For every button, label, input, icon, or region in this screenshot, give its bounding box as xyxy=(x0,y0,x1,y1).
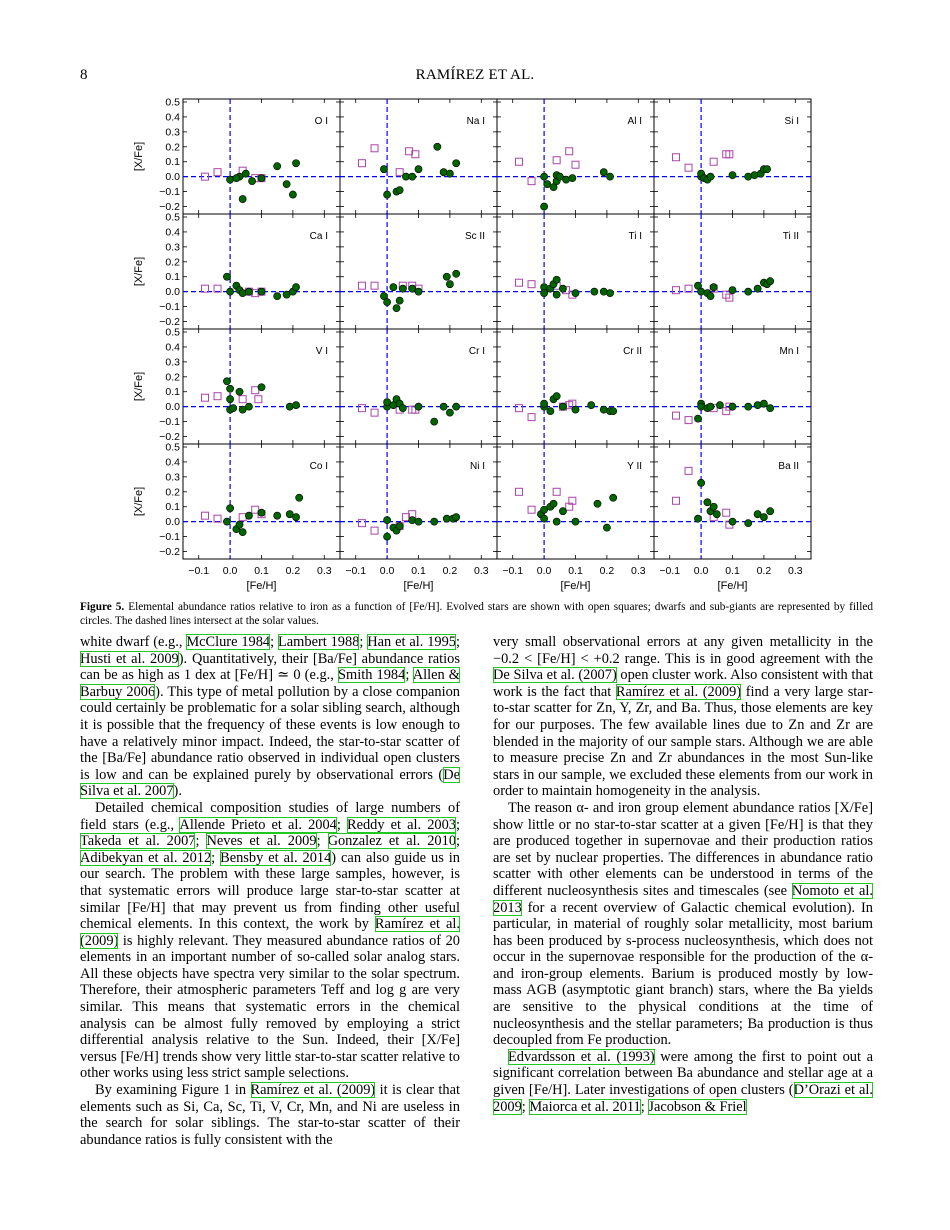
evolved-star-point xyxy=(201,512,208,519)
dwarf-star-point xyxy=(767,405,774,412)
dwarf-star-point xyxy=(729,403,736,410)
evolved-star-point xyxy=(528,506,535,513)
citation-link[interactable]: Smith 1984 xyxy=(338,667,406,684)
y-tick-label: 0.5 xyxy=(165,441,180,454)
y-tick-label: −0.2 xyxy=(159,201,180,214)
y-tick-label: 0.3 xyxy=(165,126,180,139)
dwarf-star-point xyxy=(384,533,391,540)
y-axis-label: [X/Fe] xyxy=(133,486,145,517)
dwarf-star-point xyxy=(384,191,391,198)
dwarf-star-point xyxy=(710,503,717,510)
evolved-star-point xyxy=(566,148,573,155)
dwarf-star-point xyxy=(415,166,422,173)
dwarf-star-point xyxy=(274,512,281,519)
dwarf-star-point xyxy=(431,518,438,525)
dwarf-star-point xyxy=(283,181,290,188)
dwarf-star-point xyxy=(242,170,249,177)
citation-link[interactable]: Allen & Barbuy 2006 xyxy=(80,667,460,700)
dwarf-star-point xyxy=(760,514,767,521)
evolved-star-point xyxy=(515,279,522,286)
y-tick-label: 0.1 xyxy=(165,271,180,284)
dwarf-star-point xyxy=(541,290,548,297)
evolved-star-point xyxy=(553,488,560,495)
y-tick-label: 0.5 xyxy=(165,326,180,339)
y-tick-label: 0.3 xyxy=(165,471,180,484)
y-tick-label: −0.1 xyxy=(159,186,180,199)
x-axis-label: [Fe/H] xyxy=(246,580,277,592)
dwarf-star-point xyxy=(236,388,243,395)
caption-text: Elemental abundance ratios relative to iron as a function of [Fe/H]. Evolved stars are shown with open squares; dwarfs and sub-giants are represented by filled circles. The dashed lines intersect at the solar values. xyxy=(80,601,873,627)
citation-link[interactable]: Reddy et al. 2003 xyxy=(346,816,456,833)
paragraph: very small observational errors at any given metallicity in the −0.2 < [Fe/H] < +0.2 range. This is in good agreement with the De Silva et al. (2007) open cluster work. Also consistent with that work is the fact that Ramírez et al. (2009) find a very large star-to-star scatter for Zn, Y, Zr, and Ba. Thus, those elements are key for our purposes. The few available lines due to Zn and Zr are blended in the majority of our sample stars. Although we are able to measure precise Zn and Zr abundances in the most Sun-like stars in our sample, we excluded these elements from our work in order to maintain homogeneity in the analysis. xyxy=(493,634,873,800)
dwarf-star-point xyxy=(453,403,460,410)
paragraph: white dwarf (e.g., McClure 1984; Lambert 1988; Han et al. 1995; Husti et al. 2009). Quantitatively, their [Ba/Fe] abundance ratios can be as high as 1 dex at [Fe/H] ≃ 0 (e.g., Smith 1984; Allen & Barbuy 2006). This type of metal pollution by a close companion could certainly be problematic for a solar sibling search, although it is possible that the frequency of these events is low enough to have a relatively minor impact. Indeed, the star-to-star scatter of the [Ba/Fe] abundance ratio observed in individual open clusters is low and can be explained purely by observational errors (De Silva et al. 2007). xyxy=(80,634,461,800)
dwarf-star-point xyxy=(446,170,453,177)
citation-link[interactable]: Gonzalez et al. 2010 xyxy=(327,833,457,850)
x-tick-label: 0.2 xyxy=(442,565,458,577)
y-tick-label: 0.4 xyxy=(165,226,180,239)
evolved-star-point xyxy=(396,169,403,176)
dwarf-star-point xyxy=(541,515,548,522)
dwarf-star-point xyxy=(707,293,714,300)
evolved-star-point xyxy=(723,509,730,516)
dwarf-star-point xyxy=(258,288,265,295)
dwarf-star-point xyxy=(745,288,752,295)
paragraph: Detailed chemical composition studies of large numbers of field stars (e.g., Allende Prieto et al. 2004; Reddy et al. 2003; Takeda et al. 2007; Neves et al. 2009; Gonzalez et al. 2010; Adibekyan et al. 2012; Bensby et al. 2014) can also guide us in our search. The problem with these large samples, however, is that systematic errors will produce large star-to-star scatter at similar [Fe/H] that may prevent us from finding other useful chemical elements. In this context, the work by Ramírez et al. (2009) is highly relevant. They measured abundance ratios of 20 elements in an important number of so-called solar analog stars. All these objects have spectra very similar to the solar spectrum. Therefore, their atmospheric parameters Teff and log g are very similar. This means that systematic errors in the chemical analysis can be almost fully removed by employing a strict differential analysis relative to the Sun. Indeed, their [X/Fe] versus [Fe/H] trends show very little star-to-star scatter relative to other works using less strict sample selections. xyxy=(80,799,461,1082)
evolved-star-point xyxy=(371,409,378,416)
dwarf-star-point xyxy=(227,396,234,403)
dwarf-star-point xyxy=(292,284,299,291)
dwarf-star-point xyxy=(396,187,403,194)
evolved-star-point xyxy=(371,282,378,289)
x-tick-label: 0.1 xyxy=(411,565,426,577)
dwarf-star-point xyxy=(572,290,579,297)
page-number: 8 xyxy=(80,67,88,83)
evolved-star-point xyxy=(672,287,679,294)
dwarf-star-point xyxy=(591,288,598,295)
dwarf-star-point xyxy=(440,403,447,410)
citation-link[interactable]: Han et al. 1995 xyxy=(367,634,457,650)
dwarf-star-point xyxy=(453,160,460,167)
dwarf-star-point xyxy=(431,418,438,425)
dwarf-star-point xyxy=(248,178,255,185)
y-tick-label: 0.4 xyxy=(165,341,180,354)
y-tick-label: −0.1 xyxy=(159,301,180,314)
dwarf-star-point xyxy=(396,297,403,304)
dwarf-star-point xyxy=(223,273,230,280)
dwarf-star-point xyxy=(396,523,403,530)
dwarf-star-point xyxy=(594,500,601,507)
dwarf-star-point xyxy=(767,508,774,515)
dwarf-star-point xyxy=(274,163,281,170)
dwarf-star-point xyxy=(716,402,723,409)
dwarf-star-point xyxy=(384,517,391,524)
evolved-star-point xyxy=(685,417,692,424)
citation-link[interactable]: Maiorca et al. 2011 xyxy=(529,1098,641,1115)
dwarf-star-point xyxy=(588,402,595,409)
y-tick-label: 0.0 xyxy=(165,171,180,184)
dwarf-star-point xyxy=(415,403,422,410)
panel-element-label: O I xyxy=(314,116,328,127)
dwarf-star-point xyxy=(274,293,281,300)
citation-link[interactable]: Ramírez et al. (2009) xyxy=(80,916,461,949)
x-tick-label: 0.0 xyxy=(379,565,395,577)
panel-element-label: Ti II xyxy=(782,231,799,242)
dwarf-star-point xyxy=(384,299,391,306)
dwarf-star-point xyxy=(292,514,299,521)
dwarf-star-point xyxy=(223,518,230,525)
dwarf-star-point xyxy=(745,520,752,527)
y-tick-label: −0.1 xyxy=(159,416,180,429)
paragraph: Edvardsson et al. (1993) were among the first to point out a significant correlation between Ba abundance and stellar age at a given [Fe/H]. Later investigations of open clusters (D’Orazi et al. 2009; Maiorca et al. 2011; Jacobson & Friel xyxy=(493,1048,873,1115)
dwarf-star-point xyxy=(245,512,252,519)
dwarf-star-point xyxy=(233,175,240,182)
abundance-grid-chart xyxy=(128,95,822,605)
dwarf-star-point xyxy=(258,384,265,391)
evolved-star-point xyxy=(358,282,365,289)
paragraph: By examining Figure 1 in Ramírez et al. (2009) it is clear that elements such as Si, Ca, Sc, Ti, V, Cr, Mn, and Ni are useless in the search for solar siblings. The star-to-star scatter of their abundance ratios is fully consistent with the xyxy=(80,1082,460,1148)
x-tick-label: 0.3 xyxy=(630,565,646,577)
evolved-star-point xyxy=(685,164,692,171)
x-tick-label: −0.1 xyxy=(188,565,210,577)
dwarf-star-point xyxy=(610,494,617,501)
panel-element-label: Sc II xyxy=(464,231,485,242)
left-column xyxy=(80,634,460,1148)
evolved-star-point xyxy=(672,412,679,419)
dwarf-star-point xyxy=(443,273,450,280)
dwarf-star-point xyxy=(745,403,752,410)
dwarf-star-point xyxy=(289,191,296,198)
dwarf-star-point xyxy=(704,499,711,506)
panel-element-label: Mn I xyxy=(779,346,799,357)
x-tick-label: 0.1 xyxy=(568,565,583,577)
evolved-star-point xyxy=(672,497,679,504)
panel-element-label: Cr II xyxy=(623,346,642,357)
panel-element-label: Ba II xyxy=(778,461,799,472)
dwarf-star-point xyxy=(559,508,566,515)
dwarf-star-point xyxy=(707,403,714,410)
panel-element-label: Si I xyxy=(784,116,799,127)
evolved-star-point xyxy=(239,396,246,403)
dwarf-star-point xyxy=(227,385,234,392)
x-tick-label: 0.2 xyxy=(756,565,772,577)
dwarf-star-point xyxy=(258,509,265,516)
citation-link[interactable]: Jacobson & Friel xyxy=(648,1098,747,1115)
dwarf-star-point xyxy=(453,514,460,521)
dwarf-star-point xyxy=(713,511,720,518)
dwarf-star-point xyxy=(227,505,234,512)
x-tick-label: 0.0 xyxy=(536,565,552,577)
x-tick-label: 0.0 xyxy=(222,565,238,577)
y-tick-label: −0.2 xyxy=(159,546,180,559)
evolved-star-point xyxy=(528,414,535,421)
evolved-star-point xyxy=(685,467,692,474)
dwarf-star-point xyxy=(399,285,406,292)
evolved-star-point xyxy=(255,396,262,403)
citation-link[interactable]: Ramírez et al. (2009) xyxy=(250,1082,376,1099)
evolved-star-point xyxy=(358,520,365,527)
evolved-star-point xyxy=(710,158,717,165)
citation-link[interactable]: De Silva et al. (2007) xyxy=(493,667,617,684)
evolved-star-point xyxy=(515,405,522,412)
dwarf-star-point xyxy=(547,408,554,415)
dwarf-star-point xyxy=(541,173,548,180)
dwarf-star-point xyxy=(236,521,243,528)
panel-element-label: Ti I xyxy=(628,231,642,242)
panel-element-label: Ni I xyxy=(470,461,485,472)
y-tick-label: 0.2 xyxy=(165,141,180,154)
evolved-star-point xyxy=(371,145,378,152)
dwarf-star-point xyxy=(603,524,610,531)
dwarf-star-point xyxy=(569,175,576,182)
x-tick-label: 0.3 xyxy=(316,565,332,577)
x-tick-label: 0.1 xyxy=(725,565,740,577)
evolved-star-point xyxy=(358,160,365,167)
y-tick-label: 0.0 xyxy=(165,286,180,299)
panel-element-label: Al I xyxy=(627,116,642,127)
y-tick-label: −0.2 xyxy=(159,431,180,444)
x-tick-label: 0.1 xyxy=(254,565,269,577)
panel-element-label: Y II xyxy=(627,461,642,472)
x-tick-label: −0.1 xyxy=(659,565,681,577)
citation-link[interactable]: Lambert 1988 xyxy=(278,634,360,650)
dwarf-star-point xyxy=(292,160,299,167)
x-tick-label: 0.2 xyxy=(599,565,615,577)
y-tick-label: −0.1 xyxy=(159,531,180,544)
figure-caption xyxy=(80,601,873,628)
dwarf-star-point xyxy=(553,276,560,283)
x-tick-label: −0.1 xyxy=(345,565,367,577)
dwarf-star-point xyxy=(415,518,422,525)
evolved-star-point xyxy=(239,514,246,521)
citation-link[interactable]: Bensby et al. 2014 xyxy=(220,849,332,866)
dwarf-star-point xyxy=(553,518,560,525)
dwarf-star-point xyxy=(698,479,705,486)
x-tick-label: −0.1 xyxy=(502,565,524,577)
dwarf-star-point xyxy=(754,285,761,292)
caption-label: Figure 5. xyxy=(80,601,125,613)
y-tick-label: −0.2 xyxy=(159,316,180,329)
citation-link[interactable]: Allende Prieto et al. 2004 xyxy=(179,816,337,833)
y-tick-label: 0.5 xyxy=(165,96,180,109)
evolved-star-point xyxy=(358,405,365,412)
dwarf-star-point xyxy=(223,378,230,385)
citation-link[interactable]: Edvardsson et al. (1993) xyxy=(508,1048,655,1065)
evolved-star-point xyxy=(672,154,679,161)
x-tick-label: 0.0 xyxy=(693,565,709,577)
dwarf-star-point xyxy=(760,400,767,407)
y-tick-label: 0.1 xyxy=(165,386,180,399)
dwarf-star-point xyxy=(767,278,774,285)
dwarf-star-point xyxy=(399,405,406,412)
evolved-star-point xyxy=(371,527,378,534)
citation-link[interactable]: Neves et al. 2009 xyxy=(206,833,317,850)
dwarf-star-point xyxy=(227,288,234,295)
citation-link[interactable]: McClure 1984 xyxy=(186,634,271,650)
y-tick-label: 0.4 xyxy=(165,111,180,124)
evolved-star-point xyxy=(214,393,221,400)
evolved-star-point xyxy=(201,394,208,401)
citation-link[interactable]: Nomoto et al. 2013 xyxy=(493,882,873,916)
dwarf-star-point xyxy=(239,529,246,536)
y-tick-label: 0.4 xyxy=(165,456,180,469)
panel-element-label: V I xyxy=(315,346,328,357)
evolved-star-point xyxy=(553,157,560,164)
y-tick-label: 0.2 xyxy=(165,371,180,384)
dwarf-star-point xyxy=(763,166,770,173)
dwarf-star-point xyxy=(409,285,416,292)
dwarf-star-point xyxy=(230,405,237,412)
dwarf-star-point xyxy=(239,195,246,202)
dwarf-star-point xyxy=(409,173,416,180)
dwarf-star-point xyxy=(600,169,607,176)
dwarf-star-point xyxy=(610,408,617,415)
dwarf-star-point xyxy=(550,500,557,507)
dwarf-star-point xyxy=(606,173,613,180)
dwarf-star-point xyxy=(292,402,299,409)
evolved-star-point xyxy=(214,169,221,176)
y-axis-label: [X/Fe] xyxy=(133,141,145,172)
y-tick-label: 0.1 xyxy=(165,501,180,514)
dwarf-star-point xyxy=(694,515,701,522)
dwarf-star-point xyxy=(434,143,441,150)
dwarf-star-point xyxy=(694,415,701,422)
dwarf-star-point xyxy=(245,403,252,410)
evolved-star-point xyxy=(515,158,522,165)
dwarf-star-point xyxy=(245,288,252,295)
dwarf-star-point xyxy=(606,290,613,297)
dwarf-star-point xyxy=(393,304,400,311)
y-tick-label: 0.2 xyxy=(165,486,180,499)
x-tick-label: 0.3 xyxy=(473,565,489,577)
y-axis-label: [X/Fe] xyxy=(133,256,145,287)
right-column xyxy=(493,634,873,1115)
y-tick-label: 0.2 xyxy=(165,256,180,269)
dwarf-star-point xyxy=(707,173,714,180)
panel-element-label: Na I xyxy=(466,116,485,127)
dwarf-star-point xyxy=(296,494,303,501)
y-tick-label: 0.0 xyxy=(165,516,180,529)
citation-link[interactable]: D’Orazi et al. 2009 xyxy=(493,1082,873,1115)
y-tick-label: 0.1 xyxy=(165,156,180,169)
dwarf-star-point xyxy=(710,284,717,291)
evolved-star-point xyxy=(528,178,535,185)
x-tick-label: 0.3 xyxy=(787,565,803,577)
y-tick-label: 0.5 xyxy=(165,211,180,224)
dwarf-star-point xyxy=(572,406,579,413)
dwarf-star-point xyxy=(541,203,548,210)
dwarf-star-point xyxy=(572,518,579,525)
dwarf-star-point xyxy=(390,284,397,291)
dwarf-star-point xyxy=(553,393,560,400)
citation-link[interactable]: De Silva et al. 2007 xyxy=(80,766,460,800)
panel-element-label: Co I xyxy=(309,461,328,472)
x-tick-label: 0.2 xyxy=(285,565,301,577)
evolved-star-point xyxy=(515,488,522,495)
dwarf-star-point xyxy=(729,518,736,525)
citation-link[interactable]: Takeda et al. 2007 xyxy=(80,833,196,850)
dwarf-star-point xyxy=(380,166,387,173)
x-axis-label: [Fe/H] xyxy=(717,580,748,592)
x-axis-label: [Fe/H] xyxy=(560,580,591,592)
dwarf-star-point xyxy=(559,285,566,292)
citation-link[interactable]: Adibekyan et al. 2012 xyxy=(80,849,212,866)
dwarf-star-point xyxy=(729,172,736,179)
y-tick-label: 0.0 xyxy=(165,401,180,414)
figure-5 xyxy=(128,95,822,605)
running-head: RAMÍREZ ET AL. xyxy=(415,67,535,83)
citation-link[interactable]: Husti et al. 2009 xyxy=(80,650,179,667)
dwarf-star-point xyxy=(453,270,460,277)
citation-link[interactable]: Ramírez et al. (2009) xyxy=(615,683,742,700)
panel-element-label: Ca I xyxy=(309,231,328,242)
dwarf-star-point xyxy=(541,400,548,407)
y-axis-label: [X/Fe] xyxy=(133,371,145,402)
evolved-star-point xyxy=(572,161,579,168)
evolved-star-point xyxy=(528,281,535,288)
dwarf-star-point xyxy=(446,409,453,416)
dwarf-star-point xyxy=(729,287,736,294)
dwarf-star-point xyxy=(559,403,566,410)
y-tick-label: 0.3 xyxy=(165,356,180,369)
paragraph: The reason α- and iron group element abundance ratios [X/Fe] show little or no star-to-star scatter at a given [Fe/H] is that they are produced together in supernovae and their production ratios are set by nuclear properties. The differences in abundance ratio scatter with other elements can be understood in terms of the different nucleosynthesis sites and timescales (see Nomoto et al. 2013 for a recent overview of Galactic chemical evolution). In particular, in material of roughly solar metallicity, most barium has been produced by s-process nucleosynthesis, which does not occur in the supernovae responsible for the production of the α- and iron-group elements. Barium is produced mostly by low-mass AGB (asymptotic giant branch) stars, where the Ba yields are sensitive to the physical conditions at the time of nucleosynthesis and the stellar parameters; Ba production is thus decoupled from Fe production. xyxy=(493,799,873,1049)
dwarf-star-point xyxy=(553,291,560,298)
x-axis-label: [Fe/H] xyxy=(403,580,434,592)
dwarf-star-point xyxy=(446,281,453,288)
y-tick-label: 0.3 xyxy=(165,241,180,254)
panel-element-label: Cr I xyxy=(468,346,485,357)
dwarf-star-point xyxy=(258,175,265,182)
